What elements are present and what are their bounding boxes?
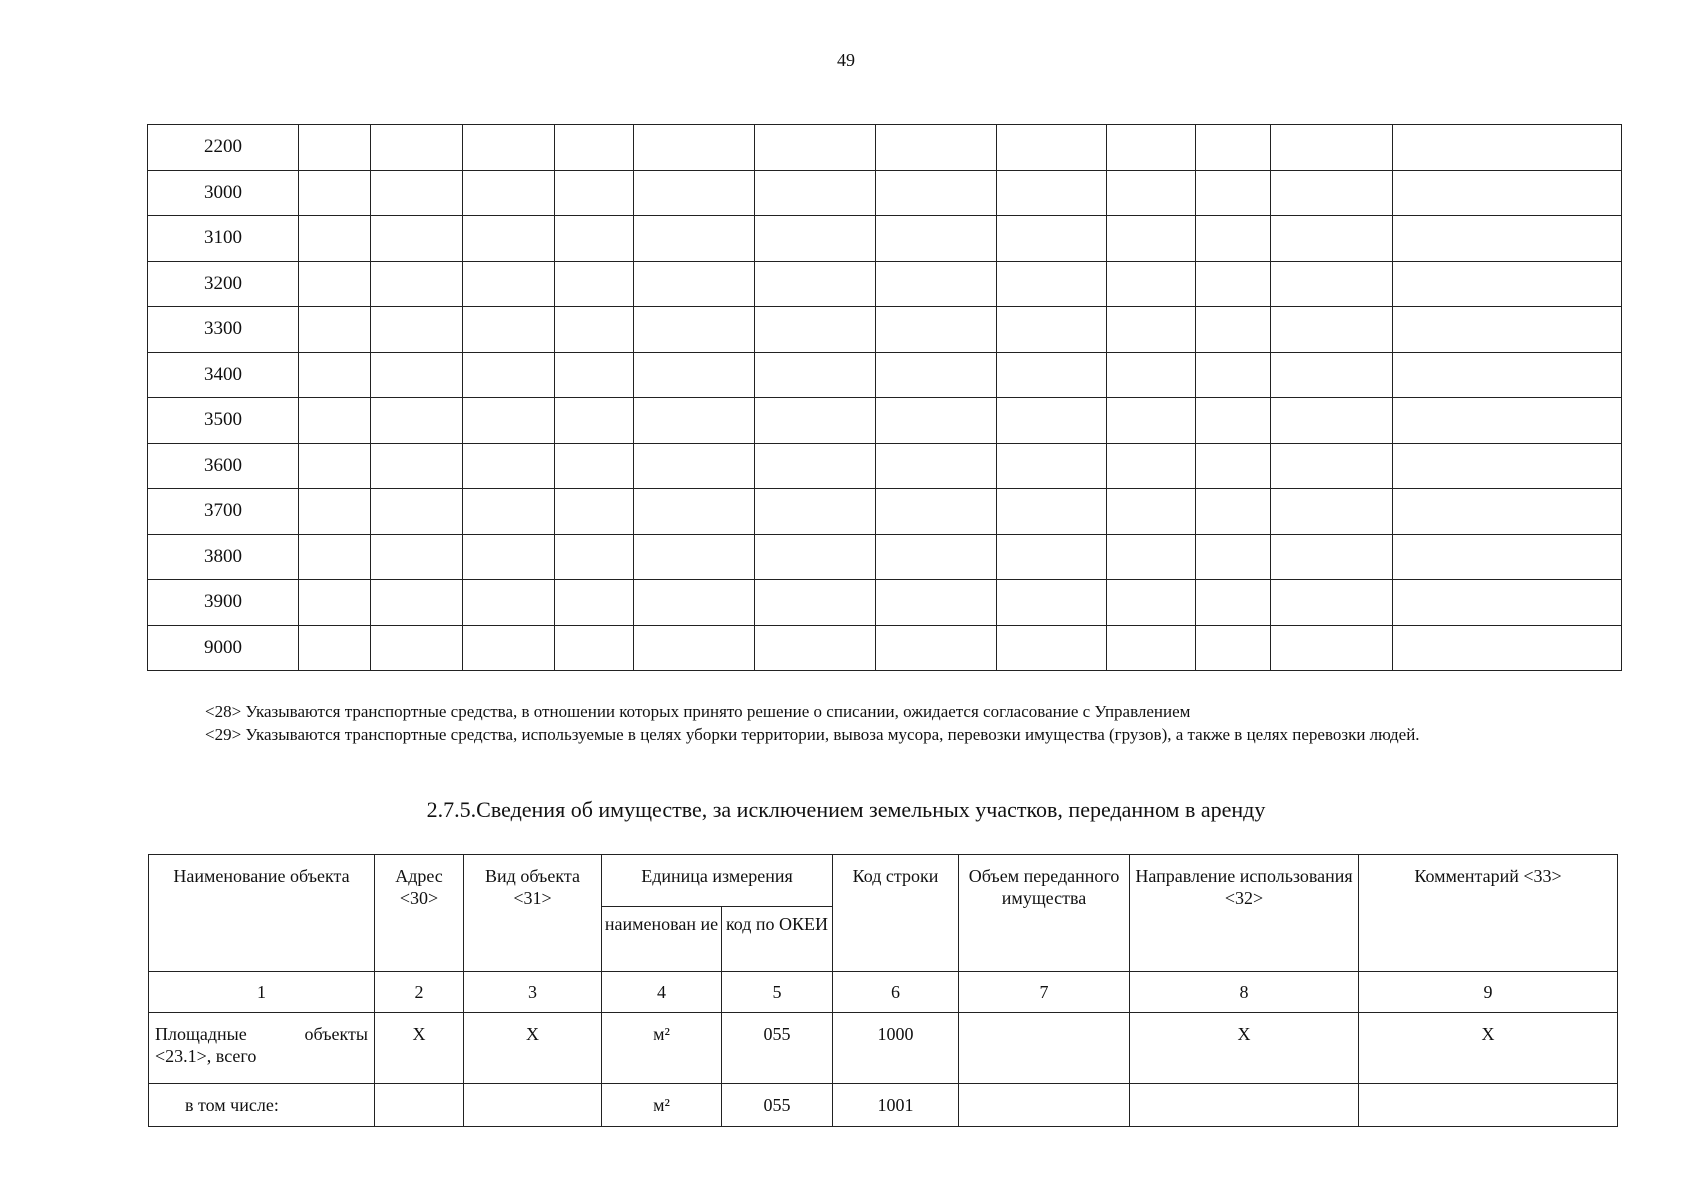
empty-cell — [1270, 580, 1392, 626]
empty-cell — [1393, 489, 1622, 535]
empty-cell — [634, 125, 754, 171]
upper-table — [147, 124, 1622, 671]
empty-cell — [875, 352, 996, 398]
empty-cell — [371, 307, 463, 353]
empty-cell — [754, 216, 875, 262]
empty-cell — [371, 216, 463, 262]
empty-cell — [371, 580, 463, 626]
empty-cell — [997, 261, 1107, 307]
empty-cell — [554, 170, 634, 216]
table-row — [148, 261, 1622, 307]
row-code: 2200 — [148, 125, 299, 171]
empty-cell — [1196, 534, 1270, 580]
empty-cell — [875, 398, 996, 444]
empty-cell — [634, 489, 754, 535]
empty-cell — [754, 534, 875, 580]
table-row — [149, 1084, 1618, 1127]
section-title: 2.7.5.Сведения об имуществе, за исключением земельных участков, переданном в аренду — [426, 797, 1266, 822]
header-unit: Единица измерения — [602, 855, 833, 907]
table-row — [148, 443, 1622, 489]
row-address: X — [375, 1013, 464, 1084]
empty-cell — [462, 307, 554, 353]
footnotes — [148, 700, 1556, 746]
empty-cell — [634, 261, 754, 307]
column-number: 5 — [722, 972, 833, 1013]
table-row — [148, 352, 1622, 398]
empty-cell — [634, 580, 754, 626]
table-row — [148, 489, 1622, 535]
empty-cell — [754, 170, 875, 216]
empty-cell — [997, 625, 1107, 671]
empty-cell — [299, 216, 371, 262]
empty-cell — [997, 580, 1107, 626]
empty-cell — [754, 580, 875, 626]
empty-cell — [634, 352, 754, 398]
empty-cell — [754, 352, 875, 398]
row-code: 3700 — [148, 489, 299, 535]
empty-cell — [1106, 216, 1195, 262]
empty-cell — [1393, 625, 1622, 671]
empty-cell — [1270, 125, 1392, 171]
header-address: Адрес <30> — [375, 855, 464, 972]
empty-cell — [462, 443, 554, 489]
empty-cell — [997, 352, 1107, 398]
empty-cell — [462, 625, 554, 671]
empty-cell — [371, 398, 463, 444]
column-number: 2 — [375, 972, 464, 1013]
header-comment: Комментарий <33> — [1359, 855, 1618, 972]
row-volume — [959, 1084, 1130, 1127]
empty-cell — [1270, 398, 1392, 444]
empty-cell — [1393, 216, 1622, 262]
empty-cell — [634, 307, 754, 353]
table-row — [148, 580, 1622, 626]
empty-cell — [1393, 125, 1622, 171]
empty-cell — [997, 216, 1107, 262]
empty-cell — [554, 489, 634, 535]
row-unit-name: м² — [602, 1013, 722, 1084]
row-object-type: X — [464, 1013, 602, 1084]
empty-cell — [1393, 307, 1622, 353]
empty-cell — [1106, 398, 1195, 444]
header-line-code: Код строки — [833, 855, 959, 972]
empty-cell — [462, 125, 554, 171]
empty-cell — [1106, 125, 1195, 171]
empty-cell — [462, 489, 554, 535]
column-number: 4 — [602, 972, 722, 1013]
row-object-type — [464, 1084, 602, 1127]
empty-cell — [997, 125, 1107, 171]
empty-cell — [371, 489, 463, 535]
row-unit-code: 055 — [722, 1084, 833, 1127]
empty-cell — [634, 443, 754, 489]
empty-cell — [1270, 261, 1392, 307]
row-code: 3800 — [148, 534, 299, 580]
empty-cell — [1393, 580, 1622, 626]
table-row — [148, 398, 1622, 444]
empty-cell — [875, 261, 996, 307]
column-number: 9 — [1359, 972, 1618, 1013]
empty-cell — [554, 261, 634, 307]
empty-cell — [371, 443, 463, 489]
empty-cell — [554, 125, 634, 171]
empty-cell — [754, 261, 875, 307]
row-code: 3200 — [148, 261, 299, 307]
empty-cell — [1196, 489, 1270, 535]
empty-cell — [1270, 352, 1392, 398]
empty-cell — [1270, 625, 1392, 671]
header-unit-name: наименован ие — [602, 907, 722, 972]
row-name-word: объекты — [304, 1024, 368, 1044]
empty-cell — [754, 625, 875, 671]
empty-cell — [1196, 398, 1270, 444]
empty-cell — [299, 625, 371, 671]
empty-cell — [554, 580, 634, 626]
row-code: 3000 — [148, 170, 299, 216]
row-code: 9000 — [148, 625, 299, 671]
empty-cell — [1196, 625, 1270, 671]
empty-cell — [997, 534, 1107, 580]
empty-cell — [875, 216, 996, 262]
empty-cell — [299, 307, 371, 353]
empty-cell — [1393, 534, 1622, 580]
empty-cell — [371, 625, 463, 671]
lower-table — [148, 854, 1618, 1127]
row-code: 3300 — [148, 307, 299, 353]
empty-cell — [462, 580, 554, 626]
empty-cell — [634, 170, 754, 216]
empty-cell — [371, 125, 463, 171]
empty-cell — [1196, 307, 1270, 353]
empty-cell — [299, 170, 371, 216]
empty-cell — [462, 261, 554, 307]
empty-cell — [554, 534, 634, 580]
empty-cell — [1106, 443, 1195, 489]
empty-cell — [754, 307, 875, 353]
empty-cell — [634, 534, 754, 580]
empty-cell — [875, 534, 996, 580]
empty-cell — [997, 443, 1107, 489]
empty-cell — [462, 216, 554, 262]
row-unit-name: м² — [602, 1084, 722, 1127]
row-volume — [959, 1013, 1130, 1084]
table-row — [148, 170, 1622, 216]
empty-cell — [754, 443, 875, 489]
table-row — [148, 216, 1622, 262]
empty-cell — [997, 170, 1107, 216]
empty-cell — [554, 398, 634, 444]
empty-cell — [1196, 170, 1270, 216]
empty-cell — [754, 489, 875, 535]
header-object-name: Наименование объекта — [149, 855, 375, 972]
empty-cell — [634, 216, 754, 262]
empty-cell — [1270, 307, 1392, 353]
empty-cell — [1106, 307, 1195, 353]
footnote-28: <28> Указываются транспортные средства, в отношении которых принято решение о списании, ожидается согласование с Управлением — [205, 702, 1191, 721]
empty-cell — [1106, 625, 1195, 671]
empty-cell — [1106, 534, 1195, 580]
empty-cell — [1270, 534, 1392, 580]
empty-cell — [1393, 261, 1622, 307]
empty-cell — [299, 125, 371, 171]
row-code: 3500 — [148, 398, 299, 444]
empty-cell — [371, 534, 463, 580]
empty-cell — [554, 352, 634, 398]
empty-cell — [875, 307, 996, 353]
header-object-type: Вид объекта <31> — [464, 855, 602, 972]
empty-cell — [371, 261, 463, 307]
header-unit-code: код по ОКЕИ — [722, 907, 833, 972]
empty-cell — [1196, 125, 1270, 171]
empty-cell — [754, 398, 875, 444]
table-row — [148, 625, 1622, 671]
row-code: 3100 — [148, 216, 299, 262]
header-direction: Направление использования <32> — [1130, 855, 1359, 972]
empty-cell — [299, 398, 371, 444]
column-number: 8 — [1130, 972, 1359, 1013]
empty-cell — [997, 307, 1107, 353]
empty-cell — [554, 216, 634, 262]
row-name-line2: <23.1>, всего — [155, 1046, 257, 1066]
empty-cell — [299, 580, 371, 626]
empty-cell — [299, 352, 371, 398]
empty-cell — [875, 580, 996, 626]
empty-cell — [875, 125, 996, 171]
row-object-name — [149, 1013, 375, 1084]
row-comment — [1359, 1084, 1618, 1127]
empty-cell — [634, 625, 754, 671]
empty-cell — [299, 261, 371, 307]
table-row — [149, 1013, 1618, 1084]
empty-cell — [554, 443, 634, 489]
row-line-code: 1001 — [833, 1084, 959, 1127]
empty-cell — [1270, 489, 1392, 535]
empty-cell — [462, 170, 554, 216]
empty-cell — [1196, 580, 1270, 626]
empty-cell — [1196, 443, 1270, 489]
empty-cell — [1270, 443, 1392, 489]
empty-cell — [1196, 261, 1270, 307]
table-row — [148, 125, 1622, 171]
empty-cell — [462, 534, 554, 580]
empty-cell — [875, 443, 996, 489]
row-line-code: 1000 — [833, 1013, 959, 1084]
row-name-word: Площадные — [155, 1024, 247, 1044]
row-direction — [1130, 1084, 1359, 1127]
empty-cell — [1106, 170, 1195, 216]
row-code: 3900 — [148, 580, 299, 626]
empty-cell — [1270, 216, 1392, 262]
empty-cell — [1106, 261, 1195, 307]
row-direction: X — [1130, 1013, 1359, 1084]
empty-cell — [554, 625, 634, 671]
empty-cell — [299, 489, 371, 535]
empty-cell — [875, 489, 996, 535]
column-number: 3 — [464, 972, 602, 1013]
empty-cell — [1106, 580, 1195, 626]
empty-cell — [1393, 352, 1622, 398]
empty-cell — [299, 534, 371, 580]
empty-cell — [997, 398, 1107, 444]
row-comment: X — [1359, 1013, 1618, 1084]
column-number: 7 — [959, 972, 1130, 1013]
empty-cell — [754, 125, 875, 171]
empty-cell — [875, 625, 996, 671]
empty-cell — [1393, 170, 1622, 216]
row-code: 3600 — [148, 443, 299, 489]
empty-cell — [1393, 398, 1622, 444]
empty-cell — [554, 307, 634, 353]
empty-cell — [371, 170, 463, 216]
table-row — [148, 534, 1622, 580]
empty-cell — [1106, 489, 1195, 535]
page-number: 49 — [837, 50, 855, 70]
empty-cell — [299, 443, 371, 489]
empty-cell — [371, 352, 463, 398]
empty-cell — [875, 170, 996, 216]
empty-cell — [1196, 216, 1270, 262]
empty-cell — [1106, 352, 1195, 398]
column-number: 6 — [833, 972, 959, 1013]
header-volume: Объем переданного имущества — [959, 855, 1130, 972]
table-row — [148, 307, 1622, 353]
row-address — [375, 1084, 464, 1127]
empty-cell — [1196, 352, 1270, 398]
row-unit-code: 055 — [722, 1013, 833, 1084]
empty-cell — [997, 489, 1107, 535]
column-number: 1 — [149, 972, 375, 1013]
empty-cell — [462, 398, 554, 444]
empty-cell — [1270, 170, 1392, 216]
footnote-29: <29> Указываются транспортные средства, используемые в целях уборки территории, вывоза мусора, перевозки имущества (грузов), а также в целях перевозки людей. — [205, 725, 1420, 744]
empty-cell — [1393, 443, 1622, 489]
empty-cell — [634, 398, 754, 444]
row-object-name: в том числе: — [149, 1084, 375, 1127]
empty-cell — [462, 352, 554, 398]
row-code: 3400 — [148, 352, 299, 398]
